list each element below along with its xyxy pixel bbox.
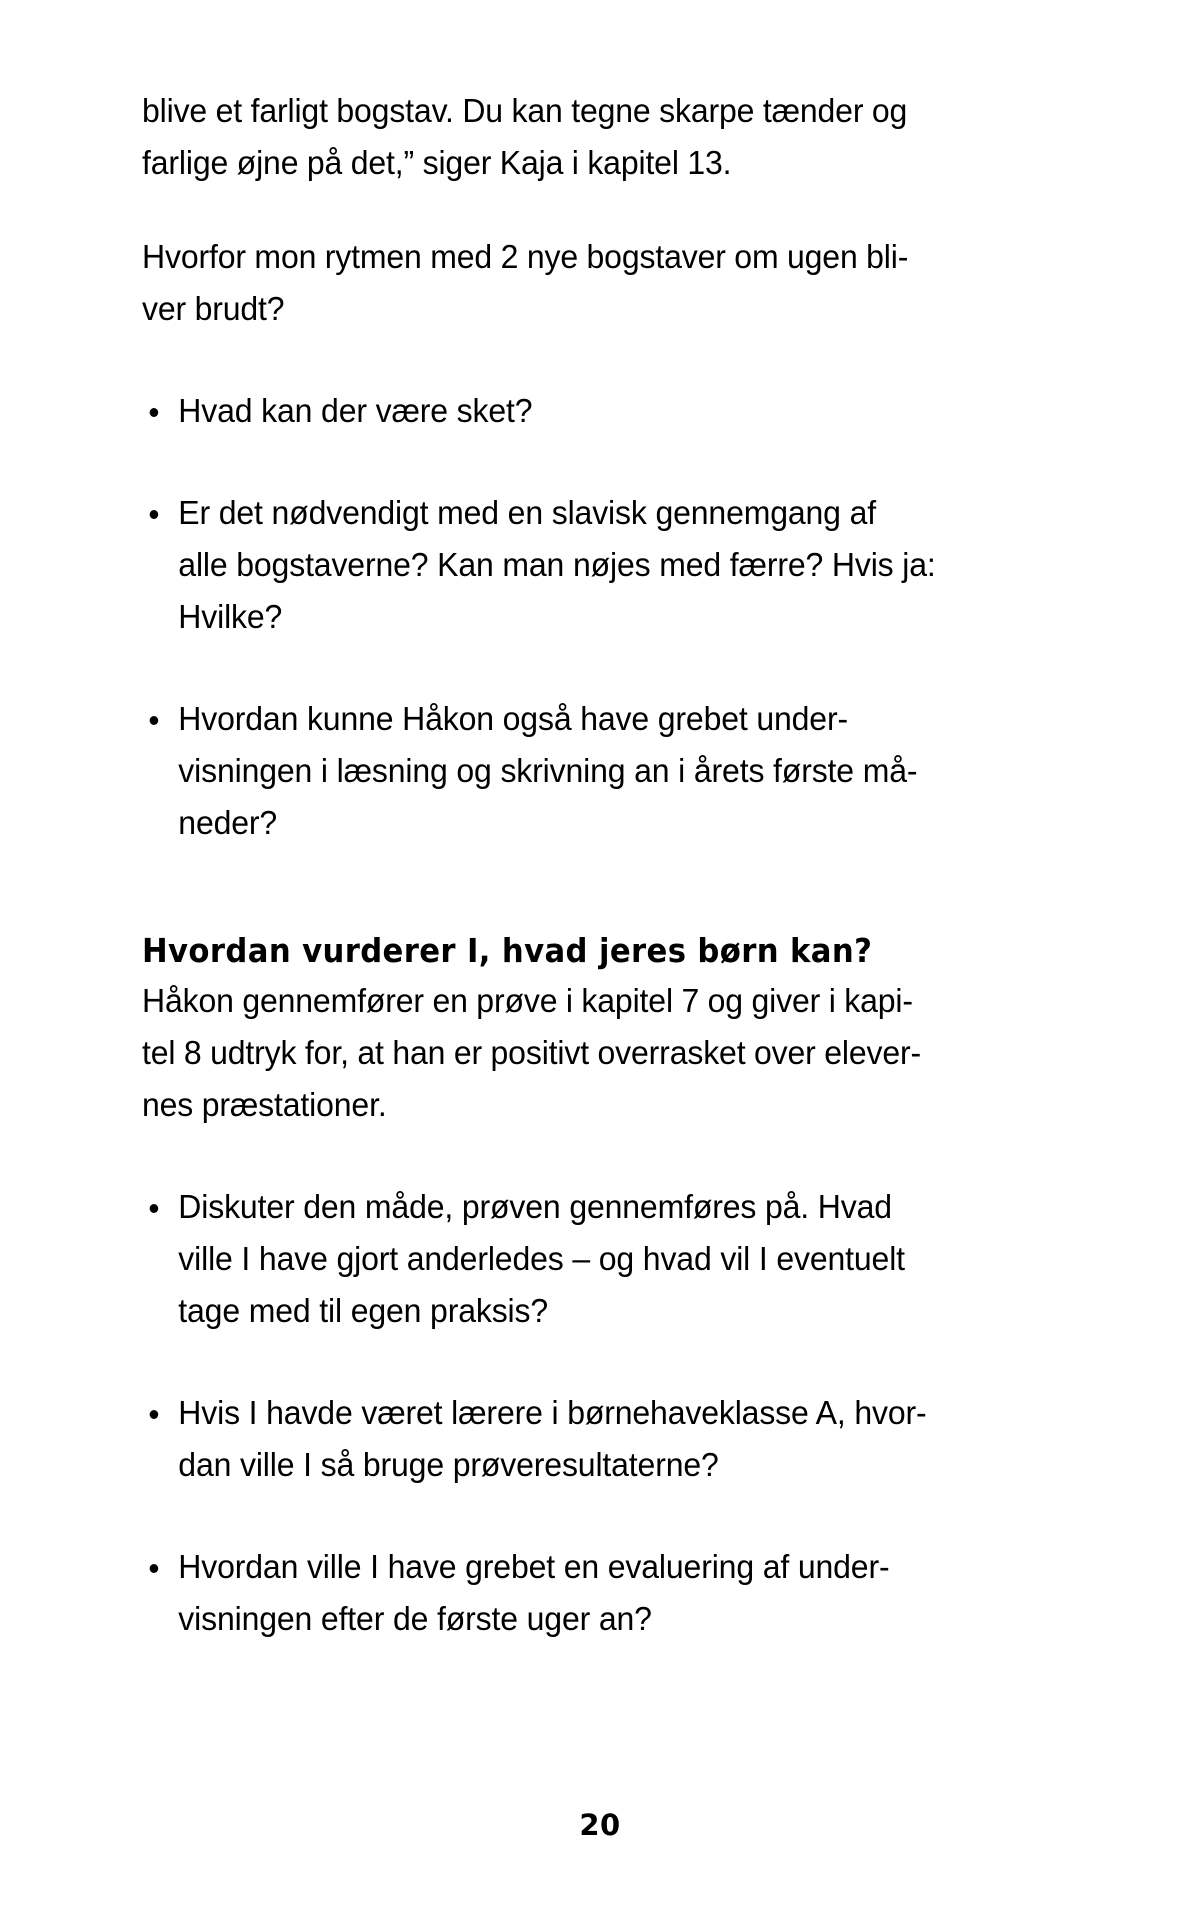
line-text: farlige øjne på det,” siger Kaja i kapitel 13. — [142, 145, 732, 182]
line-text: Håkon gennemfører en prøve i kapitel 7 og giver i kapi- — [142, 983, 913, 1020]
list-item-line: Er det nødvendigt med en slavisk gennemgang af — [178, 495, 876, 532]
list-item-line: Hvilke? — [178, 599, 283, 636]
line-text: ver brudt? — [142, 291, 285, 328]
line-text: Hvorfor mon rytmen med 2 nye bogstaver om ugen bli- — [142, 239, 909, 276]
list-item — [142, 488, 992, 644]
list-item-line: alle bogstaverne? Kan man nøjes med færre? Hvis ja: — [178, 547, 936, 584]
list-item-line: tage med til egen praksis? — [178, 1293, 549, 1330]
list-item — [142, 1182, 992, 1338]
bullet-dot-icon — [150, 1204, 159, 1213]
spacer — [142, 1132, 1032, 1182]
list-item — [142, 386, 992, 438]
list-item — [142, 1388, 992, 1492]
page-number: 20 — [579, 1808, 621, 1842]
list-item-line: Diskuter den måde, prøven gennemføres på. Hvad — [178, 1189, 892, 1226]
list-item — [142, 1542, 992, 1646]
spacer — [142, 438, 1032, 488]
spacer — [142, 644, 1032, 694]
spacer — [142, 1492, 1032, 1542]
bullet-dot-icon — [150, 1564, 159, 1573]
question-paragraph — [142, 232, 992, 336]
line-text: tel 8 udtryk for, at han er positivt overrasket over elever- — [142, 1035, 922, 1072]
list-item-line: neder? — [178, 805, 278, 842]
list-item-label: Hvad kan der være sket? — [178, 393, 533, 430]
spacer — [142, 190, 1032, 232]
page-content-column — [142, 86, 1032, 1646]
list-item-line: visningen i læsning og skrivning an i årets første må- — [178, 753, 918, 790]
spacer — [142, 1338, 1032, 1388]
list-item — [142, 694, 992, 850]
list-item-line: Hvis I havde været lærere i børnehaveklasse A, hvor- — [178, 1395, 927, 1432]
list-item-line: Hvordan ville I have grebet en evaluering af under- — [178, 1549, 890, 1586]
spacer — [142, 336, 1032, 386]
list-item-line: dan ville I så bruge prøveresultaterne? — [178, 1447, 719, 1484]
line-text: blive et farligt bogstav. Du kan tegne skarpe tænder og — [142, 93, 908, 130]
line-text: nes præstationer. — [142, 1087, 387, 1124]
bullet-dot-icon — [150, 1410, 159, 1419]
bullet-dot-icon — [150, 408, 159, 417]
section-intro-paragraph — [142, 976, 992, 1132]
list-item-line: visningen efter de første uger an? — [178, 1601, 652, 1638]
spacer — [142, 850, 1032, 926]
continued-paragraph — [142, 86, 992, 190]
list-item-line: Hvordan kunne Håkon også have grebet under- — [178, 701, 848, 738]
bullet-dot-icon — [150, 510, 159, 519]
list-item-line: ville I have gjort anderledes – og hvad vil I eventuelt — [178, 1241, 905, 1278]
section-heading: Hvordan vurderer I, hvad jeres børn kan? — [142, 931, 873, 970]
bullet-dot-icon — [150, 716, 159, 725]
